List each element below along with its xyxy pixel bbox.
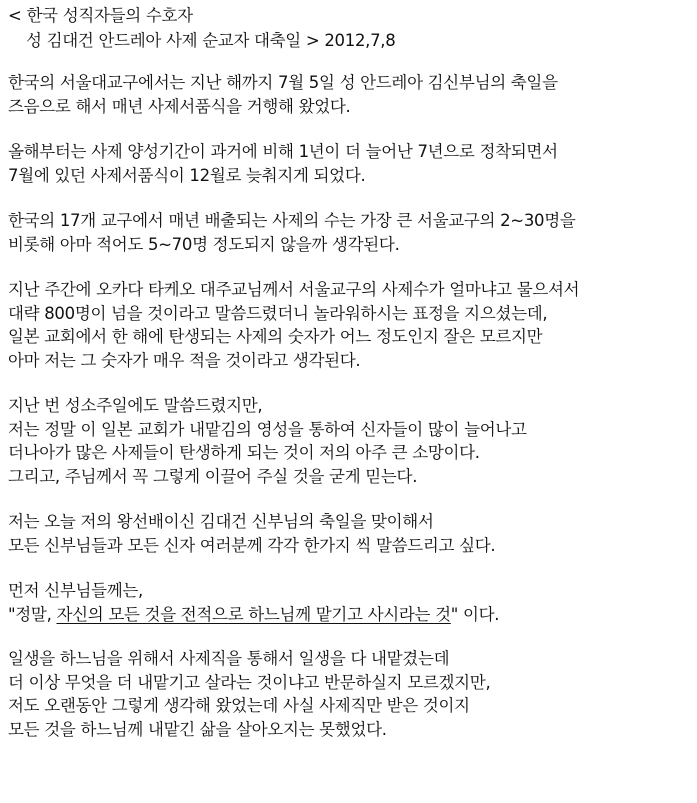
text-line: 7월에 있던 사제서품식이 12월로 늦춰지게 되었다. [8,165,366,185]
paragraph-8 [8,647,692,741]
quote-open: "정말, [8,604,57,624]
text-line: 한국의 17개 교구에서 매년 배출되는 사제의 수는 가장 큰 서울교구의 2~30명을 [8,211,576,230]
text-line: 일본 교회에서 한 해에 탄생되는 사제의 숫자가 어느 정도인지 잘은 모르지만 [8,327,543,346]
text-line: 지난 주간에 오카다 타케오 대주교님께서 서울교구의 사제수가 얼마냐고 물으셔서 [8,280,580,299]
text-line: 한국의 서울대교구에서는 지난 해까지 7월 5일 성 안드레아 김신부님의 축일을 [8,73,558,92]
paragraph-2 [8,140,692,187]
text-line: 즈음으로 해서 매년 사제서품식을 거행해 왔었다. [8,96,351,116]
paragraph-7 [8,579,692,626]
quote-line [8,603,692,627]
text-line: 모든 것을 하느님께 내맡긴 삶을 살아오지는 못했었다. [8,719,387,739]
paragraph-6 [8,510,692,557]
document-subtitle: 성 김대건 안드레아 사제 순교자 대축일 > 2012,7,8 [26,30,396,50]
paragraph-4 [8,278,692,372]
paragraph-3 [8,209,692,256]
document-body [8,4,692,763]
text-line: 지난 번 성소주일에도 말씀드렸지만, [8,396,263,415]
text-line: 저도 오랜동안 그렇게 생각해 왔었는데 사실 사제직만 받은 것이지 [8,696,470,715]
text-line: 저는 오늘 저의 왕선배이신 김대건 신부님의 축일을 맞이해서 [8,512,434,531]
document-title: < 한국 성직자들의 수호자 [8,6,193,25]
text-line: 올해부터는 사제 양성기간이 과거에 비해 1년이 더 늘어난 7년으로 정착되면서 [8,142,558,161]
text-line: 더 이상 무엇을 더 내맡기고 살라는 것이냐고 반문하실지 모르겠지만, [8,672,491,692]
paragraph-1 [8,71,692,118]
paragraph-5 [8,394,692,488]
text-line: 모든 신부님들과 모든 신자 여러분께 각각 한가지 씩 말씀드리고 싶다. [8,535,496,555]
underlined-quote: 자신의 모든 것을 전적으로 하느님께 맡기고 사시라는 것 [56,604,451,624]
document-header [8,4,692,52]
text-line: 일생을 하느님을 위해서 사제직을 통해서 일생을 다 내맡겼는데 [8,649,450,668]
text-line: 저는 정말 이 일본 교회가 내맡김의 영성을 통하여 신자들이 많이 늘어나고 [8,419,527,439]
text-line: 아마 저는 그 숫자가 매우 적을 것이라고 생각된다. [8,350,361,370]
text-line: 그리고, 주님께서 꼭 그렇게 이끌어 주실 것을 굳게 믿는다. [8,466,418,486]
text-line: 먼저 신부님들께는, [8,581,144,600]
quote-close: " 이다. [450,604,500,624]
text-line: 더나아가 많은 사제들이 탄생하게 되는 것이 저의 아주 큰 소망이다. [8,443,480,462]
text-line: 비롯해 아마 적어도 5~70명 정도되지 않을까 생각된다. [8,234,400,254]
text-line: 대략 800명이 넘을 것이라고 말씀드렸더니 놀라워하시는 표정을 지으셨는데, [8,303,548,323]
